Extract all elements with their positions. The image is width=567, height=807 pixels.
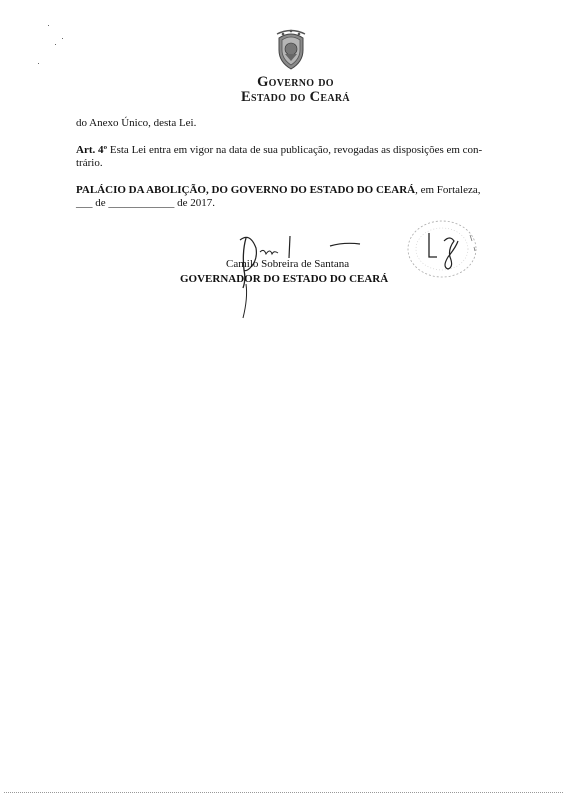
scan-bottom-edge — [4, 792, 563, 793]
article-4-line-1 — [76, 144, 482, 157]
scan-speck — [62, 38, 63, 39]
state-coat-of-arms-icon — [273, 28, 309, 72]
letterhead-line-2: Estado do Ceará — [241, 89, 350, 105]
article-4-label: Art. 4º — [76, 144, 108, 156]
letterhead-line-1: Governo do — [257, 74, 334, 90]
palace-line — [76, 184, 480, 197]
article-4-text: Esta Lei entra em vigor na data de sua publicação, revogadas as disposições em con- — [107, 144, 483, 156]
official-stamp-with-initials — [402, 217, 490, 283]
palace-city: , em Fortaleza, — [415, 184, 481, 196]
governor-title: GOVERNADOR DO ESTADO DO CEARÁ — [180, 273, 389, 285]
article-4-line-2: trário. — [76, 157, 103, 169]
annex-reference-paragraph: do Anexo Único, desta Lei. — [76, 117, 197, 129]
scan-speck — [38, 63, 39, 64]
scan-speck — [48, 25, 49, 26]
governor-name: Camilo Sobreira de Santana — [226, 258, 350, 270]
date-line: ___ de ____________ de 2017. — [76, 197, 216, 209]
scan-speck — [55, 44, 56, 45]
palace-name: PALÁCIO DA ABOLIÇÃO, DO GOVERNO DO ESTADO DO CEARÁ — [76, 184, 416, 196]
